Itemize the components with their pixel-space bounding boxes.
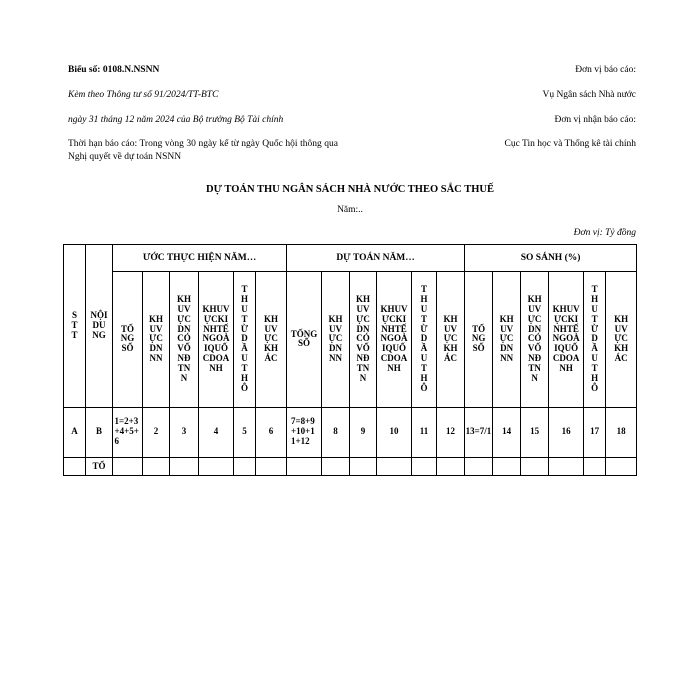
total-cell bbox=[199, 457, 234, 475]
total-cell bbox=[287, 457, 322, 475]
col-header: KHUVỰCKINHTẾNGOÀIQUỐCDOANH bbox=[377, 272, 412, 408]
col-header: TỔNGSỐ bbox=[465, 272, 493, 408]
col-header: KHUVỰCKINHTẾNGOÀIQUỐCDOANH bbox=[199, 272, 234, 408]
stt-header: STT bbox=[64, 245, 86, 408]
total-cell bbox=[256, 457, 287, 475]
report-title: DỰ TOÁN THU NGÂN SÁCH NHÀ NƯỚC THEO SẮC THUẾ bbox=[206, 184, 494, 195]
group-estimated-actual: ƯỚC THỰC HIỆN NĂM… bbox=[113, 245, 287, 272]
header-right bbox=[466, 64, 636, 151]
index-cell: 5 bbox=[234, 407, 256, 457]
total-cell bbox=[437, 457, 465, 475]
total-cell bbox=[493, 457, 521, 475]
form-code: Biểu số: 0108.N.NSNN bbox=[68, 65, 160, 75]
index-cell: 8 bbox=[322, 407, 350, 457]
total-cell bbox=[234, 457, 256, 475]
unit-label: Đơn vị: Tỷ đồng bbox=[573, 228, 636, 238]
total-cell bbox=[521, 457, 549, 475]
total-cell bbox=[113, 457, 143, 475]
total-cell bbox=[322, 457, 350, 475]
index-cell: 11 bbox=[412, 407, 437, 457]
index-cell: 14 bbox=[493, 407, 521, 457]
total-row-stt bbox=[64, 457, 86, 475]
index-cell: 2 bbox=[143, 407, 170, 457]
col-header: KHUVỰCKHÁC bbox=[256, 272, 287, 408]
report-deadline: Thời hạn báo cáo: Trong vòng 30 ngày kể từ ngày Quốc hội thông qua Nghị quyết về dự toán NSNN bbox=[68, 139, 338, 163]
total-cell bbox=[350, 457, 377, 475]
col-header: KHUVỰCDNNN bbox=[143, 272, 170, 408]
index-cell: 15 bbox=[521, 407, 549, 457]
index-cell: 7=8+9+10+11+12 bbox=[287, 407, 322, 457]
total-cell bbox=[143, 457, 170, 475]
total-cell bbox=[412, 457, 437, 475]
receiving-unit: Cục Tin học và Thống kê tài chính bbox=[504, 139, 636, 150]
total-cell bbox=[549, 457, 584, 475]
col-header: THUTỪDẦUTHÔ bbox=[412, 272, 437, 408]
circular-reference: Kèm theo Thông tư số 91/2024/TT-BTC bbox=[68, 89, 219, 100]
reporting-unit-label: Đơn vị báo cáo: bbox=[575, 65, 636, 75]
group-comparison: SO SÁNH (%) bbox=[465, 245, 637, 272]
col-header: KHUVỰCKHÁC bbox=[437, 272, 465, 408]
col-header: THUTỪDẦUTHÔ bbox=[584, 272, 606, 408]
report-year: Năm:.. bbox=[337, 205, 363, 215]
total-cell bbox=[465, 457, 493, 475]
total-cell bbox=[170, 457, 199, 475]
index-cell: 6 bbox=[256, 407, 287, 457]
receiving-unit-label: Đơn vị nhận báo cáo: bbox=[554, 114, 636, 125]
index-cell: 16 bbox=[549, 407, 584, 457]
index-cell: A bbox=[64, 407, 86, 457]
index-cell: 17 bbox=[584, 407, 606, 457]
index-cell: 4 bbox=[199, 407, 234, 457]
index-cell: 3 bbox=[170, 407, 199, 457]
index-cell: B bbox=[86, 407, 113, 457]
col-header: KHUVỰCDNCÓVỐNĐTNN bbox=[350, 272, 377, 408]
col-header: KHUVỰCKHÁC bbox=[606, 272, 637, 408]
total-cell bbox=[377, 457, 412, 475]
total-cell bbox=[606, 457, 637, 475]
budget-table bbox=[63, 244, 637, 476]
col-header: TỔNG SỐ bbox=[287, 272, 322, 408]
reporting-unit: Vụ Ngân sách Nhà nước bbox=[542, 89, 636, 100]
circular-date: ngày 31 tháng 12 năm 2024 của Bộ trưởng Bộ Tài chính bbox=[68, 114, 284, 125]
index-cell: 13=7/1 bbox=[465, 407, 493, 457]
index-cell: 10 bbox=[377, 407, 412, 457]
index-cell: 18 bbox=[606, 407, 637, 457]
col-header: KHUVỰCKINHTẾNGOÀIQUỐCDOANH bbox=[549, 272, 584, 408]
col-header: KHUVỰCDNCÓVỐNĐTNN bbox=[521, 272, 549, 408]
col-header: THUTỪDẦUTHÔ bbox=[234, 272, 256, 408]
content-header: NỘIDUNG bbox=[86, 245, 113, 408]
index-cell: 12 bbox=[437, 407, 465, 457]
col-header: TỔNGSỐ bbox=[113, 272, 143, 408]
header-left bbox=[68, 64, 338, 164]
col-header: KHUVỰCDNNN bbox=[322, 272, 350, 408]
index-cell: 9 bbox=[350, 407, 377, 457]
index-cell: 1=2+3+4+5+6 bbox=[113, 407, 143, 457]
group-budget-estimate: DỰ TOÁN NĂM… bbox=[287, 245, 465, 272]
col-header: KHUVỰCDNNN bbox=[493, 272, 521, 408]
total-cell bbox=[584, 457, 606, 475]
total-row-label: TỔ bbox=[86, 457, 113, 475]
col-header: KHUVỰCDNCÓVỐNĐTNN bbox=[170, 272, 199, 408]
